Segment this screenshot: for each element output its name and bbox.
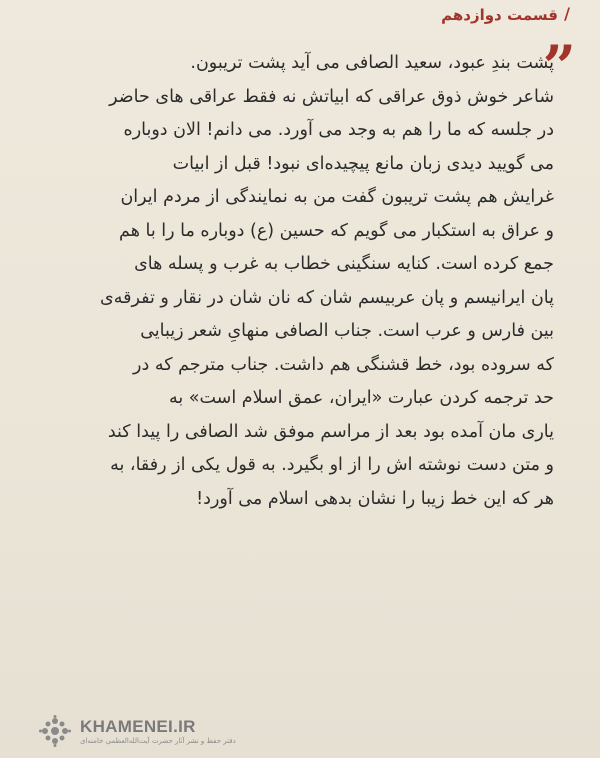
body-line: جمع کرده است. کنایه سنگینی خطاب به غرب و پسله های — [134, 254, 554, 274]
body-line: که سروده بود، خط قشنگی هم داشت. جناب مترجم که در — [133, 354, 554, 375]
body-line: پان ایرانیسم و پان عربیسم شان که نان شان در نقار و تفرقه‌ی — [100, 287, 554, 308]
footer-logo — [38, 714, 236, 748]
header-slash: / — [564, 4, 570, 23]
body-line: در جلسه که ما را هم به وجد می آورد. می دانم! الان دوباره — [123, 120, 554, 140]
body-line: هر که این خط زیبا را نشان بدهی اسلام می آورد! — [196, 488, 554, 509]
quote-icon: ” — [542, 33, 576, 101]
body-line: یاری مان آمده بود بعد از مراسم موفق شد الصافی را پیدا کند — [107, 421, 554, 442]
body-line: می گویید دیدی زبان مانع پیچیده‌ای نبود! قبل از ابیات — [172, 153, 554, 174]
body-line: و عراق به استکبار می گویم که حسین (ع) دوباره ما را با هم — [119, 220, 554, 241]
logo-subtitle: دفتر حفظ و نشر آثار حضرت آیت‌الله‌العظمی خامنه‌ای — [80, 737, 236, 745]
quote-body — [34, 47, 554, 516]
body-line: بین فارس و عرب است. جناب الصافی منهایِ شعر زیبایی — [140, 321, 554, 341]
body-line: شاعر خوش ذوق عراقی که ابیاتش نه فقط عراقی های حاضر — [109, 86, 554, 107]
body-line: پشت بندِ عبود، سعید الصافی می آید پشت تریبون. — [190, 53, 554, 73]
khamenei-logo-icon — [38, 714, 72, 748]
body-line: غرایش هم پشت تریبون گفت من به نمایندگی از مردم ایران — [120, 187, 554, 207]
logo-name: KHAMENEI.IR — [80, 717, 196, 736]
body-line: حد ترجمه کردن عبارت «ایران، عمق اسلام است» به — [168, 388, 554, 408]
episode-label: قسمت دوازدهم — [441, 6, 558, 24]
body-line: و متن دست نوشته اش را از او بگیرد. به قول یکی از رفقا، به — [110, 455, 554, 475]
